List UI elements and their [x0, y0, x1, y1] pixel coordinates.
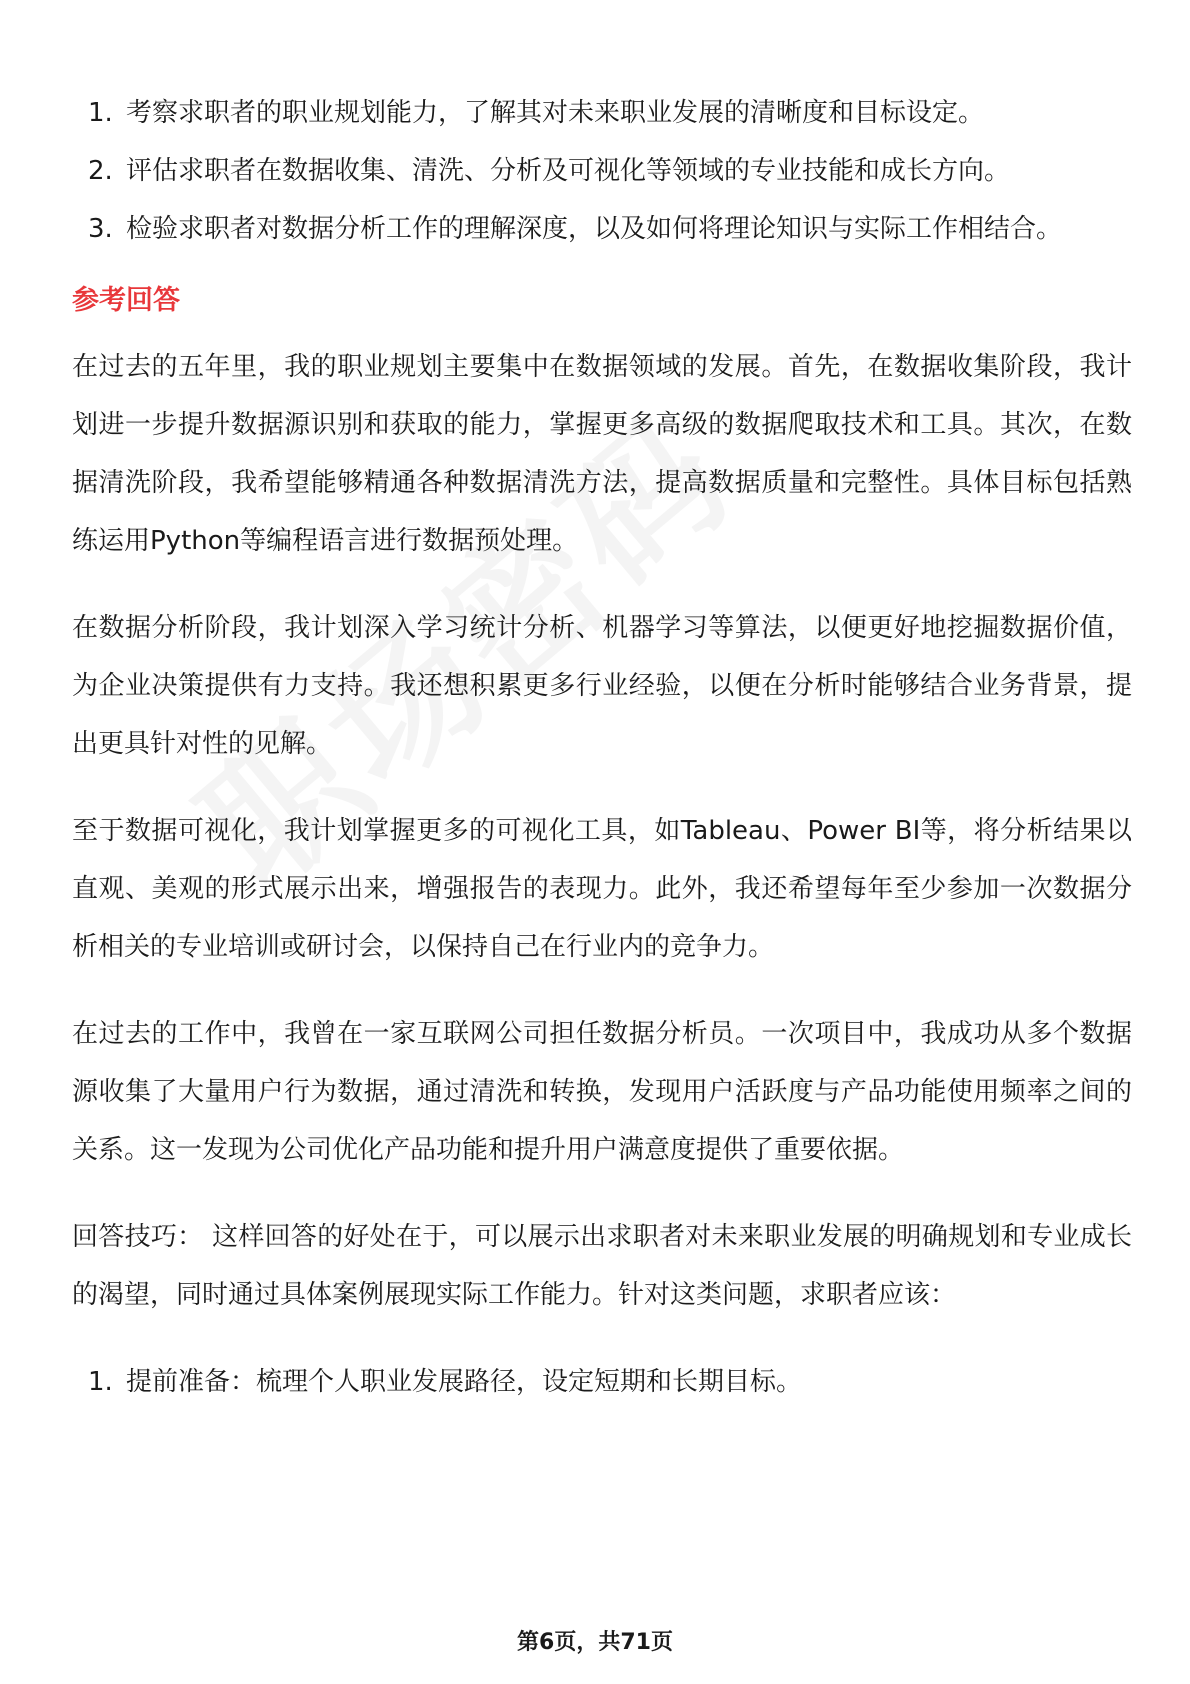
list-item-number: 1.: [88, 1367, 113, 1397]
document-page: [72, 84, 1132, 1411]
list-item-text: 提前准备：梳理个人职业发展路径，设定短期和长期目标。: [126, 1367, 803, 1397]
list-item: [72, 142, 1132, 200]
list-item-text: 考察求职者的职业规划能力，了解其对未来职业发展的清晰度和目标设定。: [126, 98, 985, 128]
page-number: 第6页，共71页: [517, 1630, 673, 1655]
list-item-number: 3.: [88, 214, 113, 244]
answer-paragraph-3: 至于数据可视化，我计划掌握更多的可视化工具，如Tableau、Power BI等，将分析结果以直观、美观的形式展示出来，增强报告的表现力。此外，我还希望每年至少参加一次数据分析相关的专业培训或研讨会，以保持自己在行业内的竞争力。: [72, 816, 1132, 962]
answer-paragraph-4: 在过去的工作中，我曾在一家互联网公司担任数据分析员。一次项目中，我成功从多个数据源收集了大量用户行为数据，通过清洗和转换，发现用户活跃度与产品功能使用频率之间的关系。这一发现为公司优化产品功能和提升用户满意度提供了重要依据。: [72, 1019, 1132, 1165]
list-item: [72, 84, 1132, 142]
list-item-text: 评估求职者在数据收集、清洗、分析及可视化等领域的专业技能和成长方向。: [126, 156, 1011, 186]
purpose-list: [72, 84, 1132, 258]
list-item-text: 检验求职者对数据分析工作的理解深度，以及如何将理论知识与实际工作相结合。: [126, 214, 1063, 244]
answer-paragraph-1: 在过去的五年里，我的职业规划主要集中在数据领域的发展。首先，在数据收集阶段，我计划进一步提升数据源识别和获取的能力，掌握更多高级的数据爬取技术和工具。其次，在数据清洗阶段，我希望能够精通各种数据清洗方法，提高数据质量和完整性。具体目标包括熟练运用Python等编程语言进行数据预处理。: [72, 352, 1132, 556]
tips-list: [72, 1353, 1132, 1411]
tips-paragraph: 回答技巧： 这样回答的好处在于，可以展示出求职者对未来职业发展的明确规划和专业成长的渴望，同时通过具体案例展现实际工作能力。针对这类问题，求职者应该：: [72, 1222, 1132, 1310]
list-item-number: 2.: [88, 156, 113, 186]
list-item-number: 1.: [88, 98, 113, 128]
list-item: [72, 200, 1132, 258]
answer-paragraph-2: 在数据分析阶段，我计划深入学习统计分析、机器学习等算法，以便更好地挖掘数据价值，为企业决策提供有力支持。我还想积累更多行业经验，以便在分析时能够结合业务背景，提出更具针对性的见解。: [72, 613, 1132, 759]
list-item: [72, 1353, 1132, 1411]
section-title: 参考回答: [72, 285, 180, 316]
